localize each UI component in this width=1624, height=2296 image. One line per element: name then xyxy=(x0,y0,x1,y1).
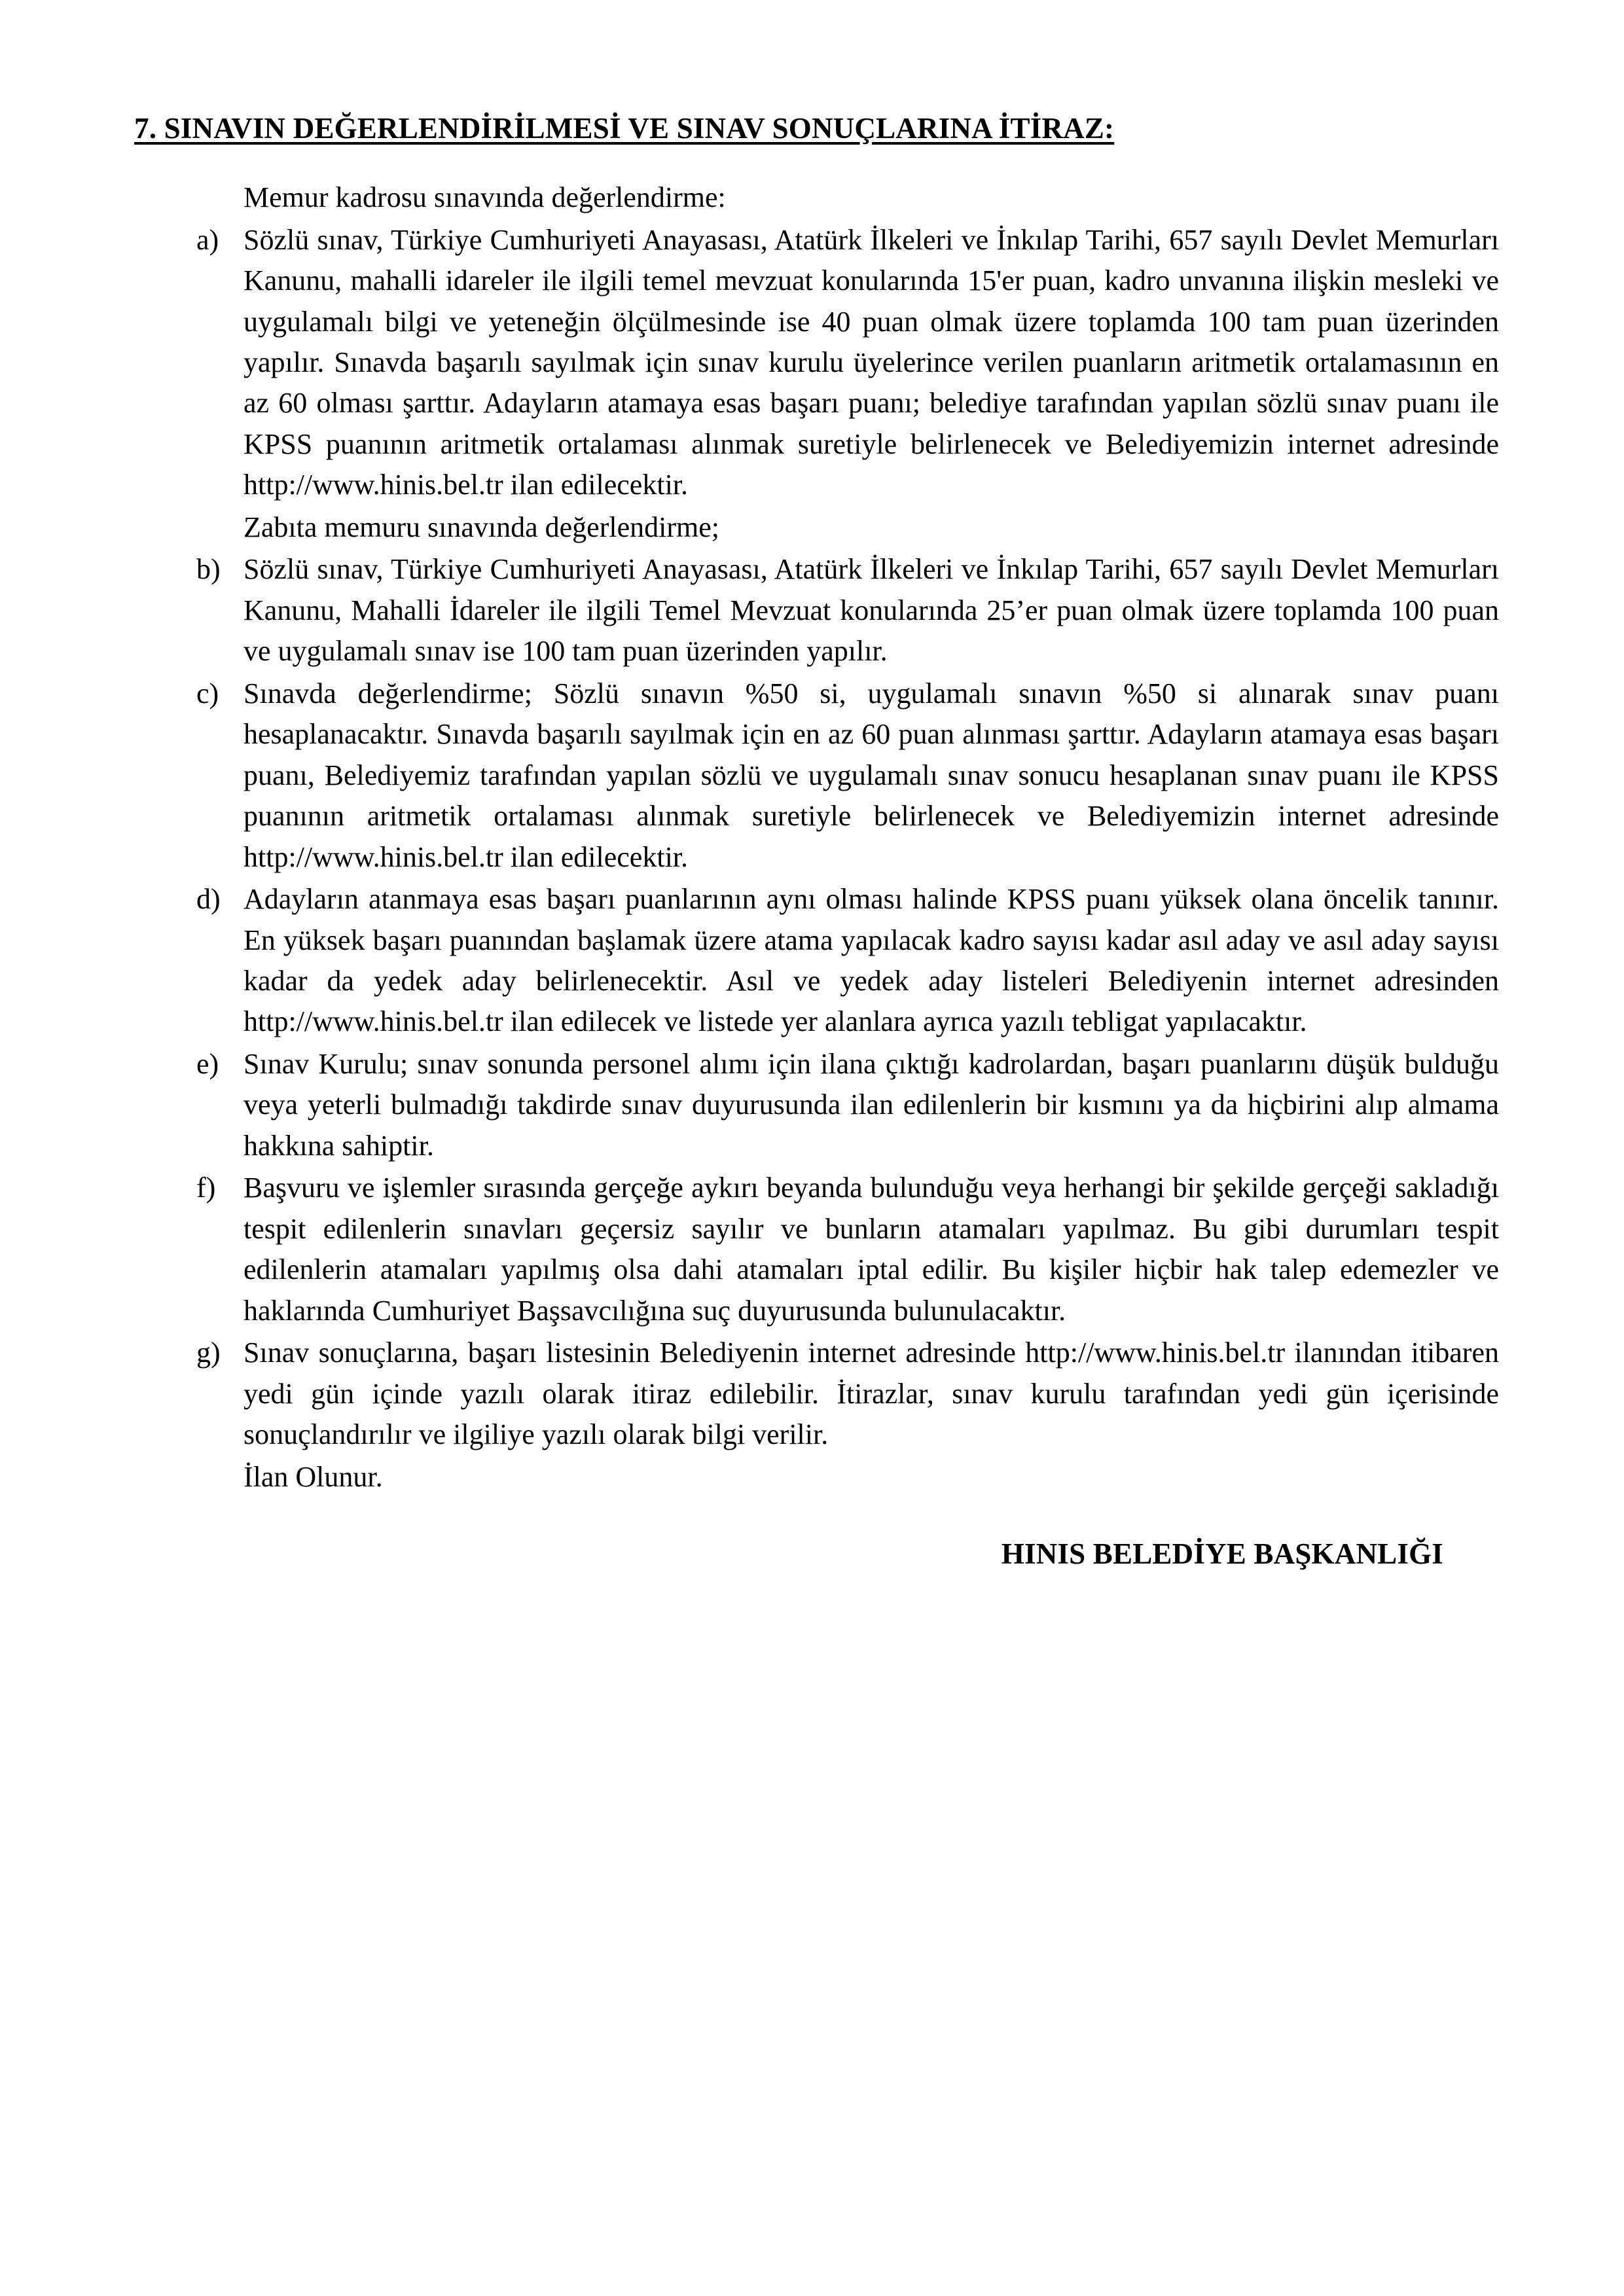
list-item-marker: f) xyxy=(196,1172,216,1204)
clause-list-part-1 xyxy=(134,220,1499,506)
page-title: 7. SINAVIN DEĞERLENDİRİLMESİ VE SINAV SONUÇLARINA İTİRAZ: xyxy=(134,112,1115,145)
list-item-marker: a) xyxy=(196,223,219,256)
list-item xyxy=(134,879,1499,1043)
list-item-text: Sözlü sınav, Türkiye Cumhuriyeti Anayasası, Atatürk İlkeleri ve İnkılap Tarihi, 657 sayılı Devlet Memurları Kanunu, Mahalli İdareler ile ilgili Temel Mevzuat konularında 25’er puan olmak üzere toplamda 100 puan ve uygulamalı sınav ise 100 tam puan üzerinden yapılır. xyxy=(244,553,1499,668)
list-item xyxy=(134,220,1499,506)
list-item-text: Sınav Kurulu; sınav sonunda personel alımı için ilana çıktığı kadrolardan, başarı puanlarını düşük bulduğu veya yeterli bulmadığı takdirde sınav duyurusunda ilan edilenlerin bir kısmını ya da hiçbirini alıp almama hakkına sahiptir. xyxy=(244,1047,1499,1162)
list-item-marker: d) xyxy=(196,883,221,916)
list-item xyxy=(134,1168,1499,1331)
list-item xyxy=(134,1333,1499,1455)
list-item-text: Sınavda değerlendirme; Sözlü sınavın %50 si, uygulamalı sınavın %50 si alınarak sınav puanı hesaplanacaktır. Sınavda başarılı sayılmak için en az 60 puan alınması şarttır. Adayların atamaya esas başarı puanı, Belediyemiz tarafından yapılan sözlü ve uygulamalı sınav sonucu hesaplanan sınav puanı ile KPSS puanının aritmetik ortalaması alınmak suretiyle belirlenecek ve Belediyemizin internet adresinde http://www.hinis.bel.tr ilan edilecektir. xyxy=(244,677,1499,873)
closing-statement: İlan Olunur. xyxy=(244,1460,383,1493)
lead-paragraph-memur: Memur kadrosu sınavında değerlendirme: xyxy=(244,181,726,214)
signature-block: HINIS BELEDİYE BAŞKANLIĞI xyxy=(1001,1537,1443,1571)
list-item-text: Adayların atanmaya esas başarı puanlarının aynı olması halinde KPSS puanı yüksek olana öncelik tanınır. En yüksek başarı puanından başlamak üzere atama yapılacak kadro sayısı kadar asıl aday ve asıl aday sayısı kadar da yedek aday belirlenecektir. Asıl ve yedek aday listeleri Belediyenin internet adresinden http://www.hinis.bel.tr ilan edilecek ve listede yer alanlara ayrıca yazılı tebligat yapılacaktır. xyxy=(244,883,1499,1038)
list-item xyxy=(134,673,1499,878)
list-item xyxy=(134,1044,1499,1166)
list-item-text: Sınav sonuçlarına, başarı listesinin Belediyenin internet adresinde http://www.hinis.bel.tr ilanından itibaren yedi gün içinde yazılı olarak itiraz edilebilir. İtirazlar, sınav kurulu tarafından yedi gün içerisinde sonuçlandırılır ve ilgiliye yazılı olarak bilgi verilir. xyxy=(244,1336,1499,1451)
list-item-text: Başvuru ve işlemler sırasında gerçeğe aykırı beyanda bulunduğu veya herhangi bir şekilde gerçeği sakladığı tespit edilenlerin sınavları geçersiz sayılır ve bunların atamaları yapılmaz. Bu gibi durumları tespit edilenlerin atamaları yapılmış olsa dahi atamaları iptal edilir. Bu kişiler hiçbir hak talep edemezler ve haklarında Cumhuriyet Başsavcılığına suç duyurusunda bulunulacaktır. xyxy=(244,1172,1499,1327)
document-content xyxy=(134,111,1499,1571)
list-item-marker: b) xyxy=(196,553,221,586)
list-item-marker: g) xyxy=(196,1336,221,1369)
clause-list-part-2 xyxy=(134,549,1499,1455)
lead-paragraph-zabita: Zabıta memuru sınavında değerlendirme; xyxy=(244,511,719,543)
list-item xyxy=(134,549,1499,672)
list-item-marker: c) xyxy=(196,677,219,709)
list-item-marker: e) xyxy=(196,1047,219,1080)
list-item-text: Sözlü sınav, Türkiye Cumhuriyeti Anayasası, Atatürk İlkeleri ve İnkılap Tarihi, 657 sayılı Devlet Memurları Kanunu, mahalli idareler ile ilgili temel mevzuat konularında 15'er puan, kadro unvanına ilişkin mesleki ve uygulamalı bilgi ve yeteneğin ölçülmesinde ise 40 puan olmak üzere toplamda 100 tam puan üzerinden yapılır. Sınavda başarılı sayılmak için sınav kurulu üyelerince verilen puanların aritmetik ortalamasının en az 60 olması şarttır. Adayların atamaya esas başarı puanı; belediye tarafından yapılan sözlü sınav puanı ile KPSS puanının aritmetik ortalaması alınmak suretiyle belirlenecek ve Belediyemizin internet adresinde http://www.hinis.bel.tr ilan edilecektir. xyxy=(244,223,1499,501)
